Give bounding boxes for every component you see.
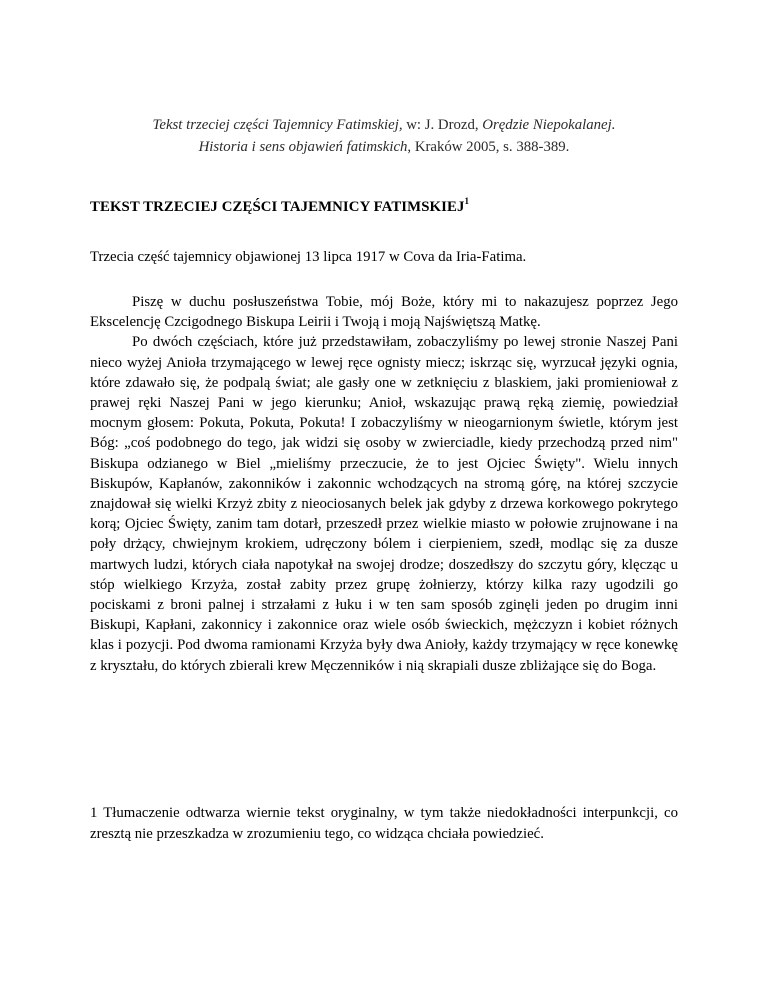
title-text: TEKST TRZECIEJ CZĘŚCI TAJEMNICY FATIMSKIEJ bbox=[90, 199, 465, 215]
citation-title: Tekst trzeciej części Tajemnicy Fatimskiej, bbox=[152, 117, 403, 133]
page-title bbox=[90, 196, 470, 216]
body-text bbox=[90, 292, 678, 676]
paragraph: Piszę w duchu posłuszeństwa Tobie, mój Boże, który mi to nakazujesz poprzez Jego Ekscelencję Czcigodnego Biskupa Leirii i Twoją i moją Najświętszą Matkę. bbox=[90, 294, 678, 331]
citation-subtitle: Historia i sens objawień fatimskich bbox=[198, 139, 408, 155]
source-citation bbox=[90, 114, 678, 158]
citation-author: w: J. Drozd, bbox=[402, 117, 483, 133]
footnote-marker: 1 bbox=[464, 196, 470, 206]
intro-line: Trzecia część tajemnicy objawionej 13 lipca 1917 w Cova da Iria-Fatima. bbox=[90, 249, 527, 265]
footnote: 1 Tłumaczenie odtwarza wiernie tekst oryginalny, w tym także niedokładności interpunkcji, co zresztą nie przeszkadza w zrozumieniu tego, co widząca chciała powiedzieć. bbox=[90, 805, 678, 842]
citation-book: Orędzie Niepokalanej. bbox=[482, 117, 616, 133]
citation-publisher: , Kraków 2005, s. 388-389. bbox=[407, 139, 570, 155]
paragraph: Po dwóch częściach, które już przedstawiłam, zobaczyliśmy po lewej stronie Naszej Pani nieco wyżej Anioła trzymającego w lewej ręce ognisty miecz; iskrząc się, wyrzucał języki ognia, które zdawało się, że podpalą świat; ale gasły one w zetknięciu z blaskiem, jaki promieniował z prawej ręki Naszej Pani w jego kierunku; Anioł, wskazując prawą ręką ziemię, powiedział mocnym głosem: Pokuta, Pokuta, Pokuta! I zobaczyliśmy w nieogarnionym świetle, którym jest Bóg: „coś podobnego do tego, jak widzi się osoby w zwierciadle, kiedy przechodzą przed nim" Biskupa odzianego w Biel „mieliśmy przeczucie, że to jest Ojciec Święty". Wielu innych Biskupów, Kapłanów, zakonników i zakonnic wchodzących na stromą górę, na której szczycie znajdował się wielki Krzyż zbity z nieociosanych belek jak gdyby z drzewa korkowego pokrytego korą; Ojciec Święty, zanim tam dotarł, przeszedł przez wielkie miasto w połowie zrujnowane i na poły drżący, chwiejnym krokiem, udręczony bólem i cierpieniem, szedł, modląc się za dusze martwych ludzi, których ciała napotykał na swojej drodze; doszedłszy do szczytu góry, klęcząc u stóp wielkiego Krzyża, został zabity przez grupę żołnierzy, którzy kilka razy ugodzili go pociskami z broni palnej i strzałami z łuku i w ten sam sposób zginęli jeden po drugim inni Biskupi, Kapłani, zakonnicy i zakonnice oraz wiele osób świeckich, mężczyzn i kobiet różnych klas i pozycji. Pod dwoma ramionami Krzyża były dwa Anioły, każdy trzymający w ręce konewkę z kryształu, do których zbierali krew Męczenników i nią skrapiali dusze zbliżające się do Boga. bbox=[90, 334, 678, 674]
